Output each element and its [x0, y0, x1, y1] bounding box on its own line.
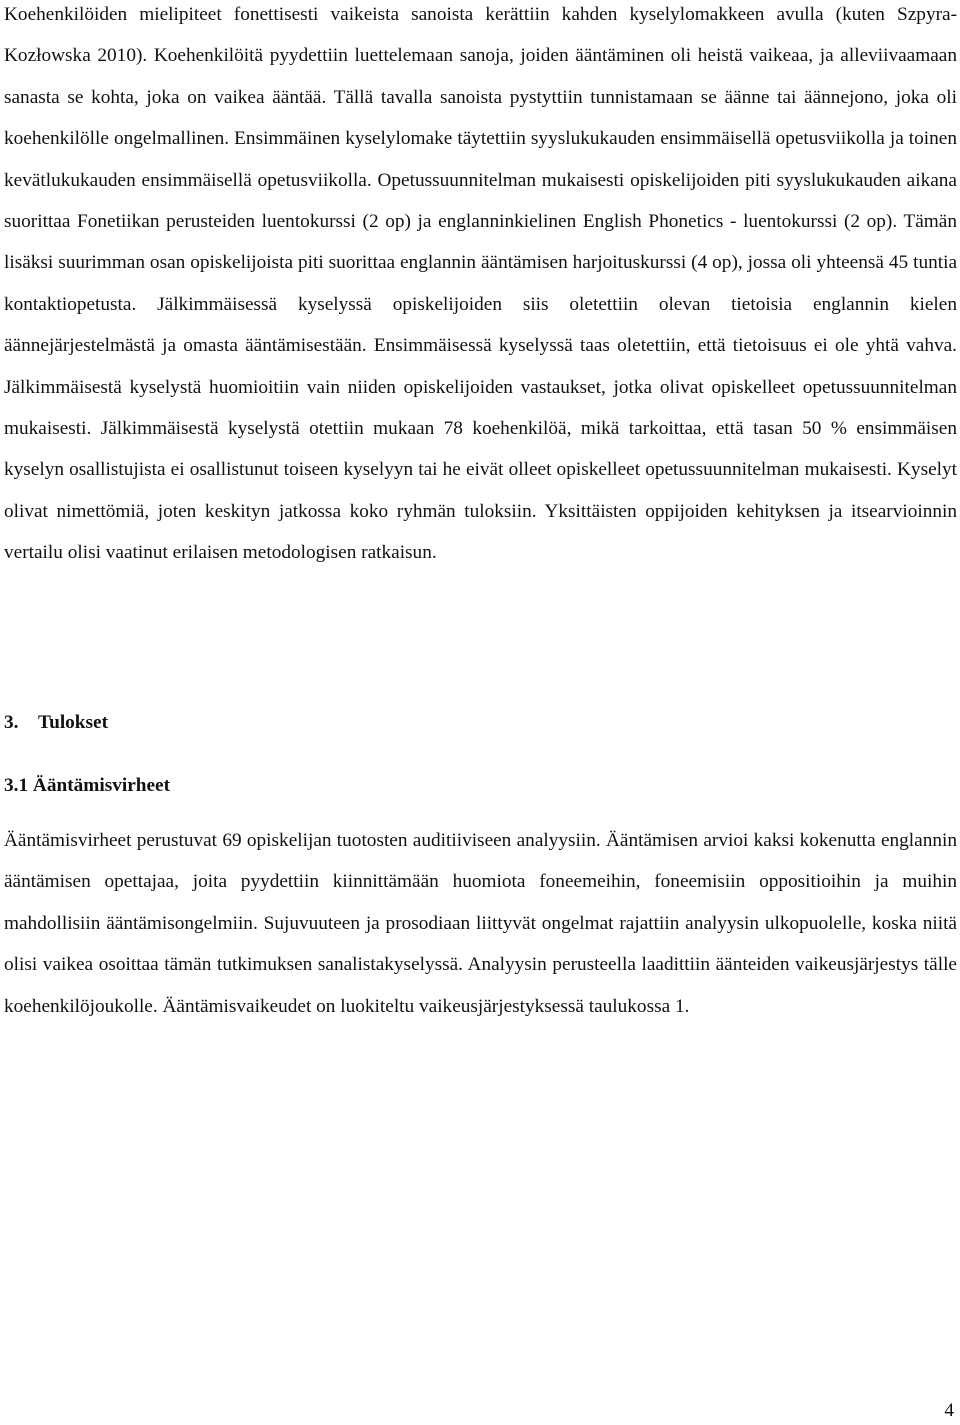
page-number: 4 [944, 1400, 954, 1421]
results-section [4, 820, 957, 1027]
section-number: 3. [4, 712, 19, 733]
section-heading [4, 712, 108, 734]
body-paragraph-results: Ääntämisvirheet perustuvat 69 opiskelijan tuotosten auditiiviseen analyysiin. Ääntämisen arvioi kaksi kokenutta englannin ääntämisen opettajaa, joita pyydettiin kiinnittämään huomiota foneemeihin, foneemisiin oppositioihin ja muihin mahdollisiin ääntämisongelmiin. Sujuvuuteen ja prosodiaan liittyvät ongelmat rajattiin analyysin ulkopuolelle, koska niitä olisi vaikea osoittaa tämän tutkimuksen sanalistakyselyssä. Analyysin perusteella laadittiin äänteiden vaikeusjärjestys tälle koehenkilöjoukolle. Ääntämisvaikeudet on luokiteltu vaikeusjärjestyksessä taulukossa 1. [4, 830, 957, 1017]
section-title: Tulokset [38, 712, 109, 733]
body-paragraph-method: Koehenkilöiden mielipiteet fonettisesti vaikeista sanoista kerättiin kahden kyselylomakkeen avulla (kuten Szpyra-Kozłowska 2010). Koehenkilöitä pyydettiin luettelemaan sanoja, joiden ääntäminen oli heistä vaikeaa, ja alleviivaamaan sanasta se kohta, joka on vaikea ääntää. Tällä tavalla sanoista pystyttiin tunnistamaan se äänne tai äännejono, joka oli koehenkilölle ongelmallinen. Ensimmäinen kyselylomake täytettiin syyslukukauden ensimmäisellä opetusviikolla ja toinen kevätlukukauden ensimmäisellä opetusviikolla. Opetussuunnitelman mukaisesti opiskelijoiden piti syyslukukauden aikana suorittaa Fonetiikan perusteiden luentokurssi (2 op) ja englanninkielinen English Phonetics - luentokurssi (2 op). Tämän lisäksi suurimman osan opiskelijoista piti suorittaa englannin ääntämisen harjoituskurssi (4 op), jossa oli yhteensä 45 tuntia kontaktiopetusta. Jälkimmäisessä kyselyssä opiskelijoiden siis oletettiin olevan tietoisia englannin kielen äännejärjestelmästä ja omasta ääntämisestään. Ensimmäisessä kyselyssä taas oletettiin, että tietoisuus ei ole yhtä vahva. Jälkimmäisestä kyselystä huomioitiin vain niiden opiskelijoiden vastaukset, jotka olivat opiskelleet opetussuunnitelman mukaisesti. Jälkimmäisestä kyselystä otettiin mukaan 78 koehenkilöä, mikä tarkoittaa, että tasan 50 % ensimmäisen kyselyn osallistujista ei osallistunut toiseen kyselyyn tai he eivät olleet opiskelleet opetussuunnitelman mukaisesti. Kyselyt olivat nimettömiä, joten keskityn jatkossa koko ryhmän tuloksiin. Yksittäisten oppijoiden kehityksen ja itsearvioinnin vertailu olisi vaatinut erilaisen metodologisen ratkaisun. [4, 4, 957, 564]
document-page [4, 0, 957, 574]
subsection-heading: 3.1 Ääntämisvirheet [4, 775, 171, 796]
